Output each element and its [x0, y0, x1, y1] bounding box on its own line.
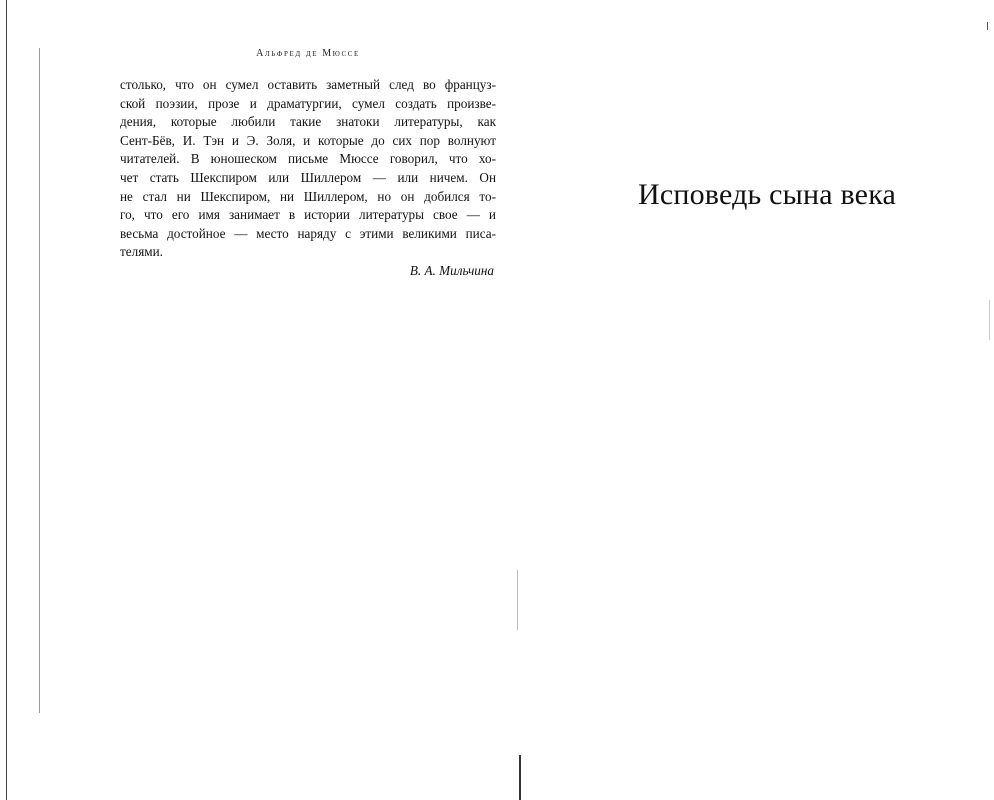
text-line: го, что его имя занимает в истории литературы свое — и — [120, 207, 496, 223]
text-line: не стал ни Шекспиром, ни Шиллером, но он добился то- — [120, 188, 496, 204]
running-head: Альфред де Мюссе — [256, 48, 360, 59]
text-line: столько, что он сумел оставить заметный след во француз- — [120, 77, 496, 92]
text-line: дения, которые любили такие знатоки литературы, как — [120, 114, 496, 130]
text-line: читателей. В юношеском письме Мюссе говорил, что хо- — [120, 151, 496, 167]
body-paragraph — [120, 76, 496, 262]
page-edge-inner — [39, 48, 40, 713]
text-line: ской поэзии, прозе и драматургии, сумел создать произве- — [120, 95, 496, 111]
page-edge-right — [989, 300, 990, 340]
text-line: Сент-Бёв, И. Тэн и Э. Золя, и которые до сих пор волнуют — [120, 132, 496, 148]
page-edge-left — [6, 0, 7, 800]
text-line: телями. — [120, 244, 163, 260]
left-page — [120, 48, 496, 281]
right-page — [520, 175, 994, 215]
part-title: Исповедь сына века — [637, 178, 897, 211]
gutter-edge — [519, 755, 521, 800]
author-signature: В. А. Мильчина — [409, 262, 494, 278]
corner-mark — [987, 22, 988, 30]
gutter-mark — [517, 570, 518, 630]
text-line: чет стать Шекспиром или Шиллером — или ничем. Он — [120, 169, 496, 185]
text-line: весьма достойное — место наряду с этими великими писа- — [120, 225, 496, 241]
